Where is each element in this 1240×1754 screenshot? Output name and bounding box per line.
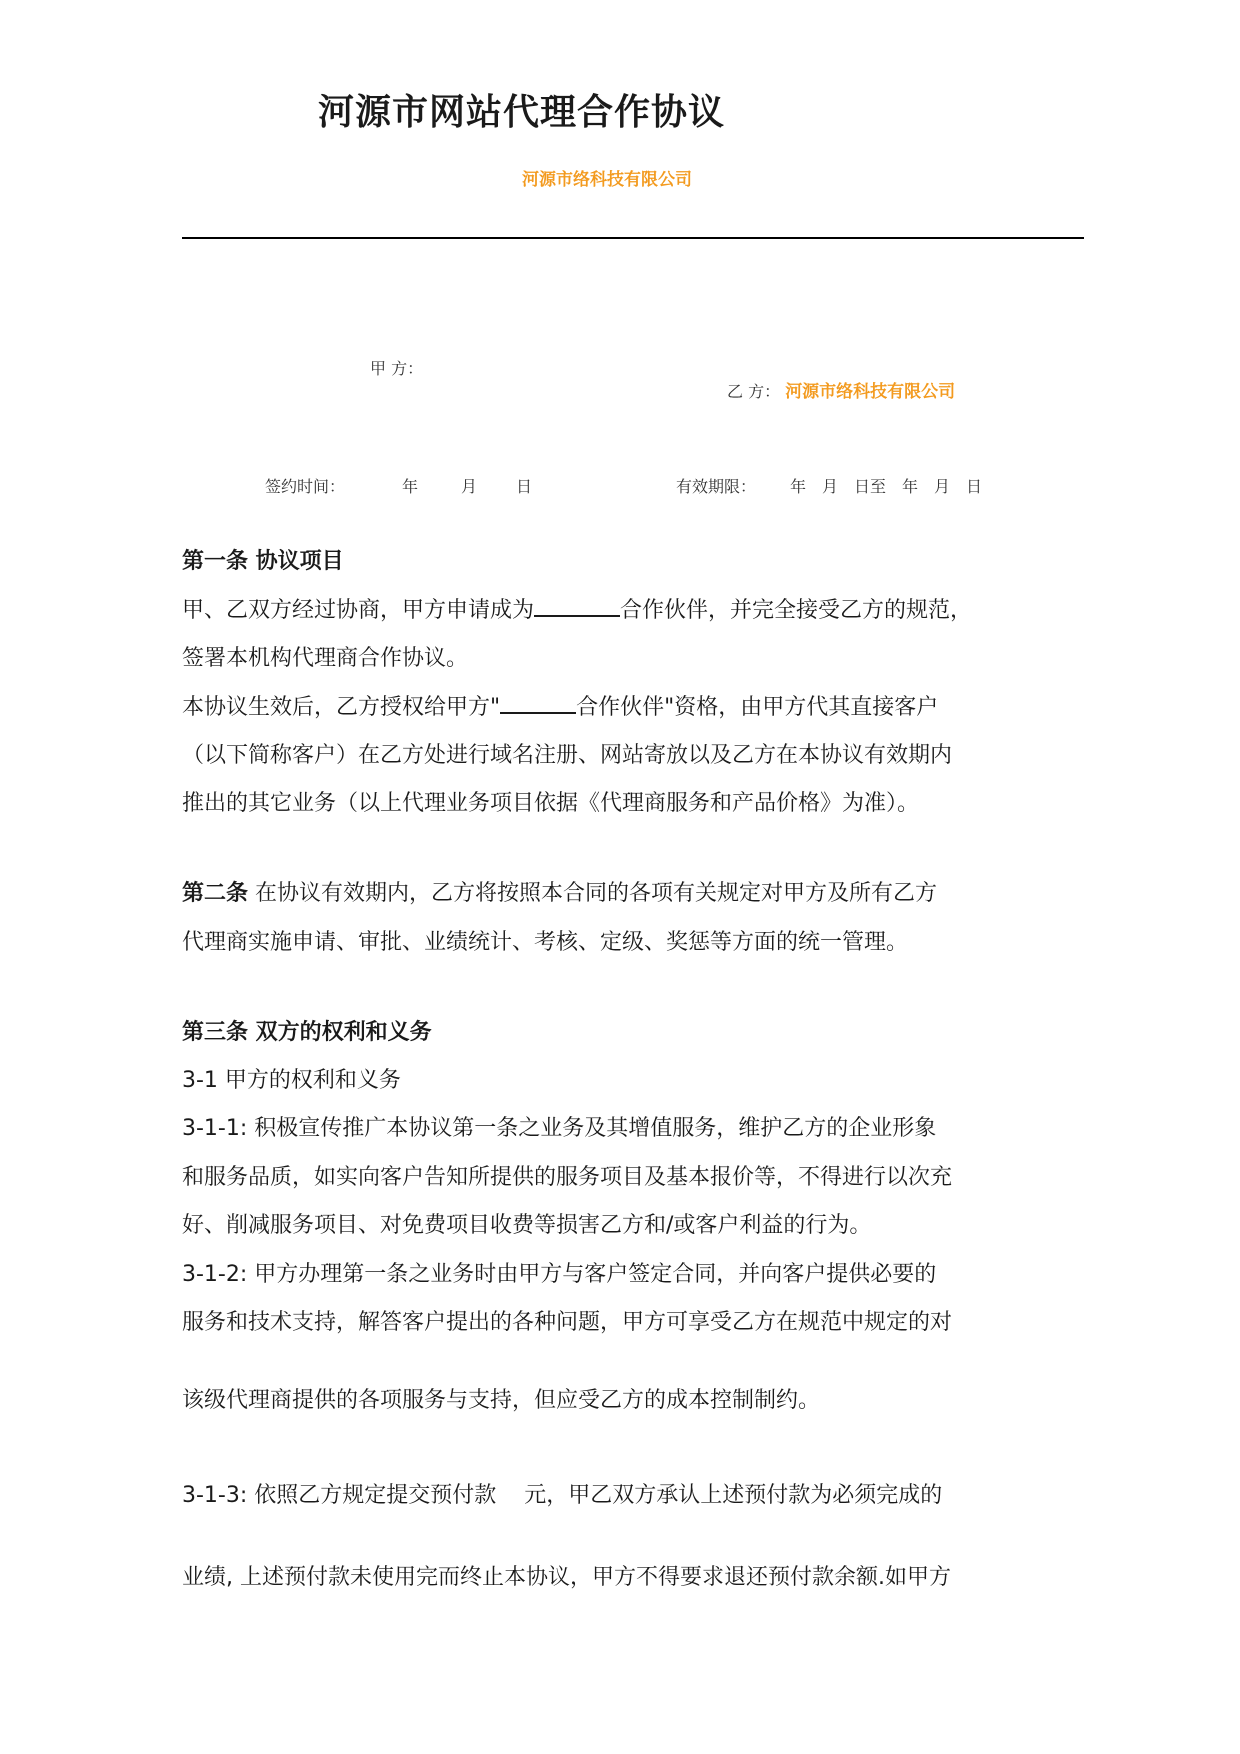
- validity-label: 有效期限：: [676, 477, 757, 496]
- clause-3-1-3: 业绩, 上述预付款未使用完而终止本协议，甲方不得要求退还预付款余额.如甲方: [182, 1565, 951, 1590]
- clause-3-1-1: 和服务品质，如实向客户告知所提供的服务项目及基本报价等，不得进行以次充: [182, 1165, 953, 1190]
- article2-line: 第二条 在协议有效期内，乙方将按照本合同的各项有关规定对甲方及所有乙方: [182, 881, 938, 906]
- article1-line: 推出的其它业务（以上代理业务项目依据《代理商服务和产品价格》为准）。: [182, 791, 920, 816]
- party-a-label: 甲 方：: [370, 359, 424, 378]
- article1-line: 甲、乙双方经过协商，甲方申请成为 合作伙伴，并完全接受乙方的规范，: [182, 592, 972, 624]
- article2-heading: 第二条: [182, 881, 249, 906]
- article3-heading: 第三条 双方的权利和义务: [182, 1020, 432, 1045]
- validity-text: 年 月 日至 年 月 日: [790, 477, 983, 496]
- clause-3-1-2: 该级代理商提供的各项服务与支持，但应受乙方的成本控制制约。: [182, 1388, 821, 1413]
- article1-line: 本协议生效后，乙方授权给甲方" 合作伙伴"资格，由甲方代其直接客户: [182, 689, 938, 721]
- partner-blank: [534, 592, 620, 617]
- article1-heading: 第一条 协议项目: [182, 549, 344, 574]
- document-title: 河源市网站代理合作协议: [318, 91, 726, 133]
- sign-time-label: 签约时间：: [265, 477, 346, 496]
- sign-time-year: 年: [402, 477, 419, 496]
- clause-3-1-2: 3-1-2: 甲方办理第一条之业务时由甲方与客户签定合同，并向客户提供必要的: [182, 1262, 937, 1287]
- party-b-row: [727, 377, 955, 402]
- partner-blank: [500, 689, 576, 714]
- clause-3-1-2: 服务和技术支持，解答客户提出的各种问题，甲方可享受乙方在规范中规定的对: [182, 1310, 953, 1335]
- article2-line: 代理商实施申请、审批、业绩统计、考核、定级、奖惩等方面的统一管理。: [182, 930, 909, 955]
- clause-3-1-1: 好、削减服务项目、对免费项目收费等损害乙方和/或客户利益的行为。: [182, 1213, 872, 1238]
- article1-line: （以下简称客户）在乙方处进行域名注册、网站寄放以及乙方在本协议有效期内: [182, 743, 953, 768]
- sign-time-day: 日: [516, 477, 533, 496]
- title-divider: [182, 237, 1084, 239]
- section-3-1-heading: 3-1 甲方的权利和义务: [182, 1068, 401, 1093]
- clause-3-1-3: 3-1-3: 依照乙方规定提交预付款 元，甲乙双方承认上述预付款为必须完成的: [182, 1483, 943, 1508]
- sign-time-month: 月: [461, 477, 478, 496]
- clause-3-1-1: 3-1-1: 积极宣传推广本协议第一条之业务及其增值服务，维护乙方的企业形象: [182, 1116, 937, 1141]
- party-b-label: 乙 方：: [727, 382, 781, 401]
- article1-line: 签署本机构代理商合作协议。: [182, 646, 469, 671]
- company-name: 河源市络科技有限公司: [522, 170, 692, 190]
- party-b-value: 河源市络科技有限公司: [785, 382, 956, 402]
